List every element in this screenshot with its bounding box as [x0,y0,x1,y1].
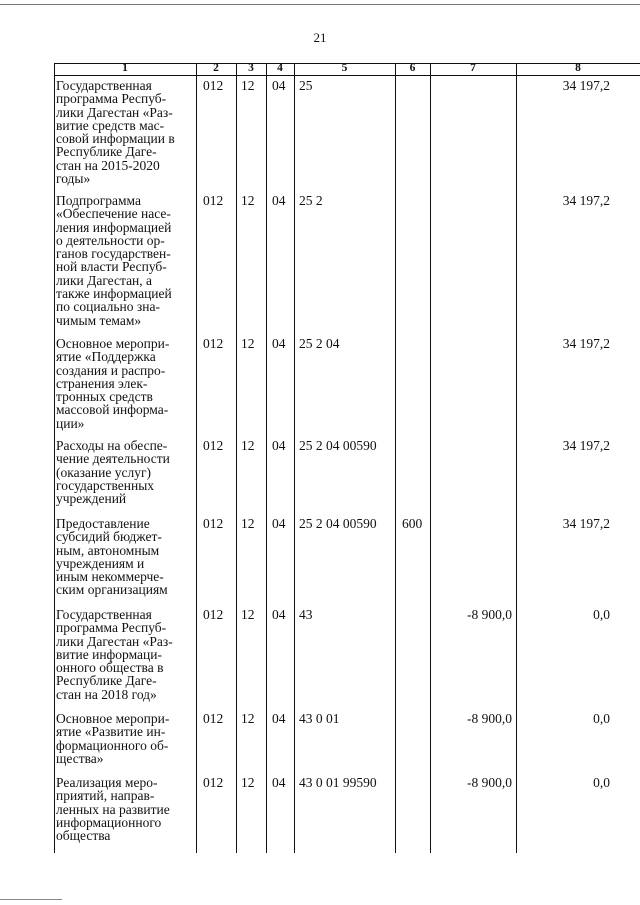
cell-code-admin: 012 [203,193,224,208]
cell-amount: 0,0 [593,607,610,622]
header-col-6: 6 [409,62,416,74]
cell-code-admin: 012 [203,775,224,790]
cell-code-admin: 012 [203,78,224,93]
cell-section: 12 [241,516,255,531]
top-border-line [0,4,640,5]
table-header-row [54,63,640,75]
cell-section: 12 [241,438,255,453]
column-divider [430,63,431,853]
cell-section: 12 [241,336,255,351]
cell-amount: 34 197,2 [562,438,610,453]
column-divider [54,63,55,853]
cell-section: 12 [241,711,255,726]
cell-change: -8 900,0 [467,775,512,790]
footnote-rule [0,899,62,900]
page-number: 21 [313,30,327,45]
cell-target-article: 25 [299,78,313,93]
row-name: Основное меропри- ятие «Развитие ин- формационного об- щества» [56,711,170,766]
row-name: Предоставление субсидий бюджет- ным, автономным учреждениям и иным некоммерче- ским организациям [56,516,168,598]
row-name: Подпрограмма «Обеспечение насе- ления информацией о деятельности ор- ганов государствен- ной власти Респуб- лики Дагестан, а также информацией по социально зна- чимым темам» [56,193,172,328]
cell-target-article: 25 2 04 [299,336,340,351]
header-col-1: 1 [122,62,128,74]
header-col-4: 4 [277,62,283,74]
column-divider [196,63,197,853]
header-col-5: 5 [341,62,348,74]
cell-code-admin: 012 [203,438,224,453]
cell-target-article: 43 [299,607,313,622]
row-name: Государственная программа Респуб- лики Дагестан «Раз- витие информаци- онного общества в Республике Даге- стан на 2018 год» [56,607,173,702]
column-divider [266,63,267,853]
cell-target-article: 25 2 [299,193,323,208]
row-name: Государственная программа Респуб- лики Дагестан «Раз- витие средств мас- совой информации в Республике Даге- стан на 2015-2020 годы» [56,78,175,187]
cell-subsection: 04 [272,193,286,208]
cell-section: 12 [241,193,255,208]
cell-target-article: 25 2 04 00590 [299,516,377,531]
column-divider [516,63,517,853]
budget-table [54,63,640,853]
cell-target-article: 25 2 04 00590 [299,438,377,453]
cell-amount: 0,0 [593,775,610,790]
header-col-8: 8 [575,62,581,74]
header-col-7: 7 [470,62,476,74]
cell-subsection: 04 [272,78,286,93]
cell-subsection: 04 [272,438,286,453]
cell-target-article: 43 0 01 99590 [299,775,377,790]
cell-code-admin: 012 [203,711,224,726]
cell-section: 12 [241,78,255,93]
cell-subsection: 04 [272,775,286,790]
cell-code-admin: 012 [203,336,224,351]
cell-change: -8 900,0 [467,711,512,726]
cell-expense-type: 600 [402,516,423,531]
cell-amount: 34 197,2 [562,193,610,208]
column-divider [294,63,295,853]
header-bottom-border [54,75,640,76]
cell-code-admin: 012 [203,516,224,531]
row-name: Расходы на обеспе- чение деятельности (оказание услуг) государственных учреждений [56,438,170,507]
column-divider [395,63,396,853]
cell-amount: 34 197,2 [562,78,610,93]
column-divider [236,63,237,853]
cell-amount: 34 197,2 [562,516,610,531]
row-name: Реализация меро- приятий, направ- ленных на развитие информационного общества [56,775,170,844]
cell-section: 12 [241,775,255,790]
cell-amount: 34 197,2 [562,336,610,351]
header-col-2: 2 [213,62,219,74]
cell-code-admin: 012 [203,607,224,622]
cell-subsection: 04 [272,336,286,351]
cell-target-article: 43 0 01 [299,711,340,726]
row-name: Основное меропри- ятие «Поддержка создания и распро- странения элек- тронных средств массовой информа- ции» [56,336,170,431]
cell-subsection: 04 [272,516,286,531]
header-col-3: 3 [248,62,254,74]
cell-subsection: 04 [272,607,286,622]
cell-change: -8 900,0 [467,607,512,622]
cell-section: 12 [241,607,255,622]
cell-amount: 0,0 [593,711,610,726]
cell-subsection: 04 [272,711,286,726]
